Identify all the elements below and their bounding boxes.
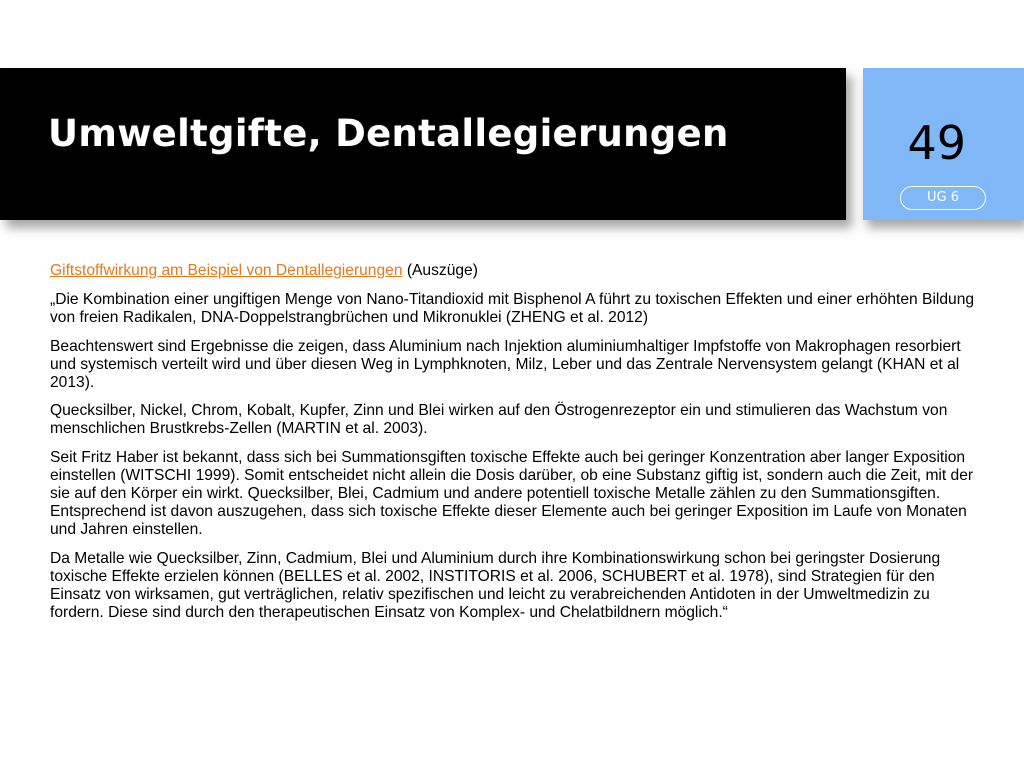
paragraph-3: Quecksilber, Nickel, Chrom, Kobalt, Kupfer, Zinn und Blei wirken auf den Östrogenrezeptor ein und stimulieren das Wachstum von menschlichen Brustkrebs-Zellen (MARTIN et al. 2003). xyxy=(50,402,948,438)
slide-number-box xyxy=(863,68,1024,220)
title-bar xyxy=(0,68,846,220)
paragraph-1: „Die Kombination einer ungiftigen Menge von Nano-Titandioxid mit Bisphenol A führt zu toxischen Effekten und einer erhöhten Bildung von freien Radikalen, DNA-Doppelstrangbrüchen und Mikronuklei (ZHENG et al. 2012) xyxy=(50,291,975,327)
paragraph-5: Da Metalle wie Quecksilber, Zinn, Cadmium, Blei und Aluminium durch ihre Kombinationswirkung schon bei geringster Dosierung toxische Effekte erzielen können (BELLES et al. 2002, INSTITORIS et al. 2006, SCHUBERT et al. 1978), sind Strategien für den Einsatz von wirksamen, gut verträglichen, relativ spezifischen und leicht zu verabreichenden Antidoten in der Umweltmedizin zu fordern. Diese sind durch den therapeutischen Einsatz von Komplex- und Chelatbildnern möglich.“ xyxy=(50,549,941,622)
slide-number: 49 xyxy=(907,116,966,170)
section-badge: UG 6 xyxy=(900,186,986,210)
heading-suffix: (Auszüge) xyxy=(402,262,478,279)
slide-content xyxy=(50,262,980,632)
paragraph-4: Seit Fritz Haber ist bekannt, dass sich bei Summationsgiften toxische Effekte auch bei geringer Konzentration aber langer Exposition einstellen (WITSCHI 1999). Somit entscheidet nicht allein die Dosis darüber, ob eine Substanz giftig ist, sondern auch die Zeit, mit der sie auf den Körper ein wirkt. Quecksilber, Blei, Cadmium und andere potentiell toxische Metalle zählen zu den Summationsgiften. Entsprechend ist davon auszugehen, dass sich toxische Effekte dieser Elemente auch bei geringer Exposition im Laufe von Monaten und Jahren einstellen. xyxy=(50,448,974,539)
slide-title: Umweltgifte, Dentallegierungen xyxy=(48,112,729,155)
paragraph-2: Beachtenswert sind Ergebnisse die zeigen, dass Aluminium nach Injektion aluminiumhaltiger Impfstoffe von Makrophagen resorbiert und systemisch verteilt wird und über diesen Weg in Lymphknoten, Milz, Leber und das Zentrale Nervensystem gelangt (KHAN et al 2013). xyxy=(50,337,961,392)
source-link[interactable]: Giftstoffwirkung am Beispiel von Dentallegierungen xyxy=(50,262,403,279)
content-heading xyxy=(50,262,980,280)
